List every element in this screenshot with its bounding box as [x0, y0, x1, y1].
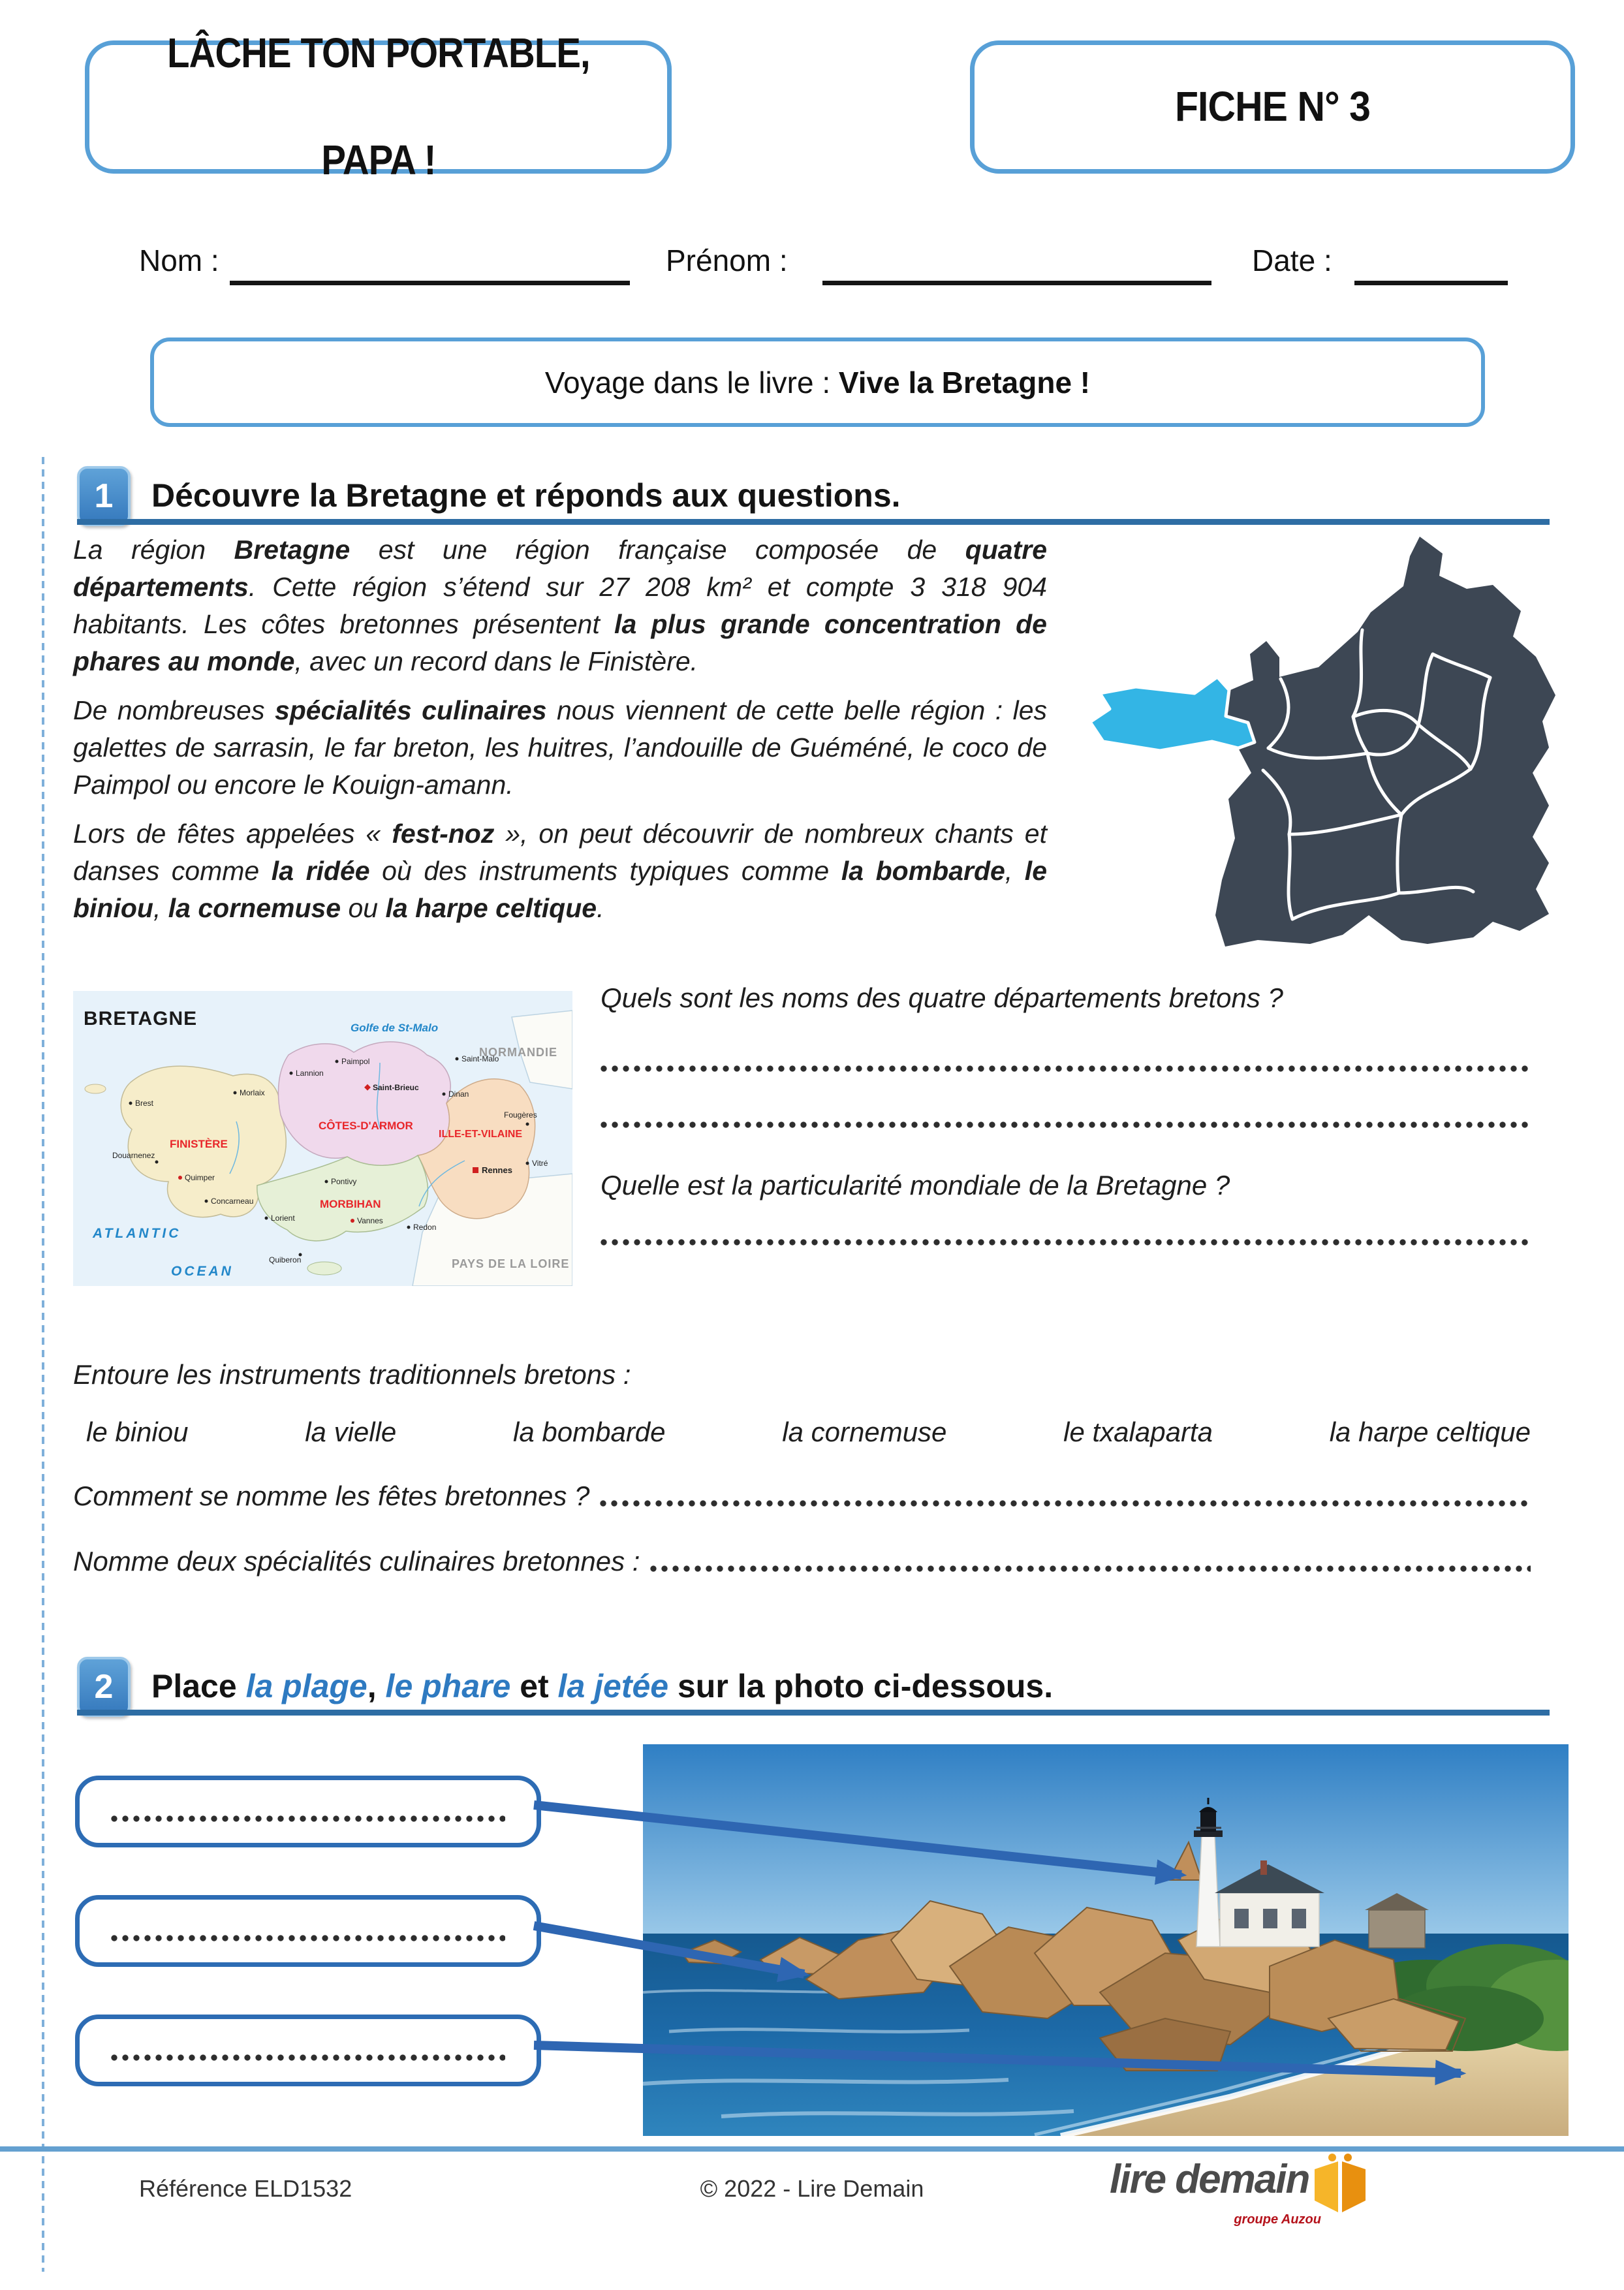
svg-text:Redon: Redon [413, 1223, 437, 1232]
margin-dashed-line [42, 457, 44, 2272]
section1-underline [77, 519, 1550, 525]
svg-text:Rennes: Rennes [482, 1165, 512, 1175]
question-particularite: Quelle est la particularité mondiale de la Bretagne ? [601, 1170, 1230, 1200]
svg-text:Quiberon: Quiberon [269, 1255, 302, 1264]
answer-line-2[interactable] [601, 1120, 1531, 1129]
instrument-cornemuse[interactable]: la cornemuse [782, 1417, 947, 1447]
label-box-2-dots[interactable] [111, 1934, 505, 1942]
atlantic-label: ATLANTIC [93, 1226, 181, 1241]
svg-text:Brest: Brest [135, 1099, 154, 1108]
open-book-icon [1313, 2152, 1367, 2214]
logo-wordmark: lire demain [1110, 2157, 1309, 2202]
svg-text:Pontivy: Pontivy [331, 1177, 357, 1186]
footer-rule [0, 2146, 1624, 2152]
pays-de-la-loire-label: PAYS DE LA LOIRE [452, 1257, 570, 1270]
bretagne-map [73, 991, 572, 1286]
svg-text:Lorient: Lorient [271, 1214, 295, 1223]
ocean-label: OCEAN [171, 1264, 234, 1279]
paragraph-fetes: Lors de fêtes appelées « fest-noz », on peut découvrir de nombreux chants et danses comme la ridée où des instruments typiques comme la bombarde, le biniou, la cornemuse ou la harpe celtique. [73, 819, 1048, 923]
svg-text:Saint-Brieuc: Saint-Brieuc [373, 1083, 419, 1092]
date-label: Date : [1252, 243, 1332, 277]
instrument-vielle[interactable]: la vielle [305, 1417, 397, 1447]
fiche-number-box [970, 40, 1575, 174]
instrument-harpe[interactable]: la harpe celtique [1329, 1417, 1531, 1447]
nom-label: Nom : [139, 243, 219, 277]
instruments-row [86, 1417, 1531, 1448]
book-subtitle: Voyage dans le livre : Vive la Bretagne ! [544, 365, 1091, 400]
golfe-st-malo-label: Golfe de St-Malo [351, 1022, 439, 1034]
instrument-txalaparta[interactable]: le txalaparta [1063, 1417, 1213, 1447]
section2-underline [77, 1710, 1550, 1716]
coast-photo [643, 1744, 1569, 2136]
label-box-1-dots[interactable] [111, 1814, 505, 1823]
answer-line-3[interactable] [601, 1238, 1531, 1246]
section1-number-badge [77, 466, 131, 526]
svg-text:Paimpol: Paimpol [341, 1057, 370, 1066]
svg-text:Morlaix: Morlaix [240, 1088, 265, 1097]
map-title: BRETAGNE [84, 1008, 198, 1029]
question-departements: Quels sont les noms des quatre départements bretons ? [601, 982, 1283, 1013]
section2-number: 2 [94, 1668, 114, 1706]
question-fetes-row [73, 1481, 1531, 1512]
question-specialites-row [73, 1546, 1531, 1577]
section1-number: 1 [94, 477, 114, 515]
fiche-number: FICHE N° 3 [1175, 83, 1370, 131]
date-input-line[interactable] [1354, 281, 1508, 285]
france-map [1067, 529, 1576, 956]
question-fetes: Comment se nomme les fêtes bretonnes ? [73, 1481, 590, 1511]
label-box-3-dots[interactable] [111, 2053, 505, 2062]
prenom-input-line[interactable] [822, 281, 1211, 285]
section2-number-badge [77, 1657, 131, 1717]
svg-text:Lannion: Lannion [296, 1069, 324, 1078]
belle-ile-island [307, 1262, 341, 1275]
footer-copyright: © 2022 - Lire Demain [700, 2175, 924, 2202]
normandie-label: NORMANDIE [479, 1046, 557, 1059]
worksheet-title: LÂCHE TON PORTABLE, PAPA ! [166, 29, 590, 183]
morbihan-label: MORBIHAN [320, 1198, 381, 1210]
book-subtitle-box [150, 337, 1485, 427]
svg-text:Concarneau: Concarneau [211, 1197, 254, 1206]
ouessant-island [85, 1084, 106, 1093]
instrument-biniou[interactable]: le biniou [86, 1417, 189, 1447]
intro-text [73, 531, 1047, 927]
section2-title: Place la plage, le phare et la jetée sur la photo ci-dessous. [151, 1668, 1054, 1704]
answer-fill-fetes[interactable] [600, 1499, 1531, 1507]
photo-label-box-2[interactable] [75, 1895, 541, 1967]
publisher-logo [1110, 2152, 1384, 2227]
answer-fill-specialites[interactable] [650, 1564, 1531, 1573]
question-specialites: Nomme deux spécialités culinaires bretonnes : [73, 1546, 640, 1576]
section1-title: Découvre la Bretagne et réponds aux questions. [151, 477, 901, 514]
footer-reference: Référence ELD1532 [139, 2175, 352, 2202]
entoure-prompt: Entoure les instruments traditionnels bretons : [73, 1359, 631, 1390]
ille-et-vilaine-label: ILLE-ET-VILAINE [439, 1129, 522, 1140]
answer-line-1[interactable] [601, 1064, 1531, 1073]
svg-text:Saint-Malo: Saint-Malo [461, 1054, 499, 1063]
photo-label-box-1[interactable] [75, 1776, 541, 1847]
svg-text:Douarnenez: Douarnenez [112, 1151, 155, 1160]
paragraph-region: La région Bretagne est une région française composée de quatre départements. Cette région s’étend sur 27 208 km² et compte 3 318 904 habitants. Les côtes bretonnes présentent la plus grande concentration de phares au monde, avec un record dans le Finistère. [73, 535, 1047, 676]
prenom-label: Prénom : [666, 243, 788, 277]
instrument-bombarde[interactable]: la bombarde [513, 1417, 666, 1447]
photo-label-box-3[interactable] [75, 2015, 541, 2086]
header-title-box [85, 29, 672, 183]
cotes-darmor-label: CÔTES-D'ARMOR [319, 1120, 413, 1132]
nom-input-line[interactable] [230, 281, 630, 285]
svg-text:Quimper: Quimper [185, 1173, 215, 1182]
logo-group-label: groupe Auzou [1234, 2212, 1321, 2227]
svg-text:Fougères: Fougères [504, 1110, 537, 1120]
svg-text:Vannes: Vannes [357, 1216, 383, 1225]
svg-text:Dinan: Dinan [448, 1090, 469, 1099]
svg-text:Vitré: Vitré [532, 1159, 548, 1168]
paragraph-specialites: De nombreuses spécialités culinaires nous viennent de cette belle région : les galettes de sarrasin, le far breton, les huitres, l’andouille de Guéméné, le coco de Paimpol ou encore le Kouign-amann. [73, 695, 1047, 800]
finistere-label: FINISTÈRE [170, 1138, 228, 1150]
